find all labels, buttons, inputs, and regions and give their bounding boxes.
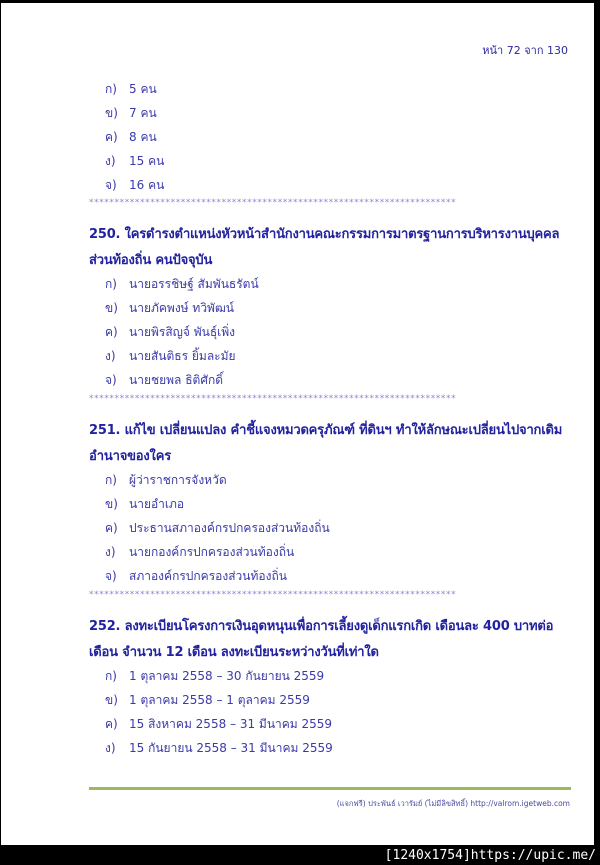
option-label: จ) bbox=[105, 373, 117, 387]
option-item bbox=[105, 104, 157, 123]
option-text: นายภัคพงษ์ ทวิพัฒน์ bbox=[129, 301, 235, 315]
option-label: ข) bbox=[105, 497, 118, 511]
option-label: จ) bbox=[105, 178, 117, 192]
document-page bbox=[1, 3, 594, 845]
option-item bbox=[105, 543, 294, 562]
option-item bbox=[105, 323, 235, 342]
option-item bbox=[105, 176, 164, 195]
option-item bbox=[105, 495, 184, 514]
question-line: ส่วนท้องถิ่น คนปัจจุบัน bbox=[89, 253, 213, 268]
option-text: 1 ตุลาคม 2558 – 1 ตุลาคม 2559 bbox=[129, 693, 310, 707]
option-text: นายสันติธร ยิ้มละมัย bbox=[129, 349, 236, 363]
option-text: ประธานสภาองค์กรปกครองส่วนท้องถิ่น bbox=[129, 521, 330, 535]
option-text: 8 คน bbox=[129, 130, 157, 144]
separator: ************************************************************************ bbox=[89, 198, 457, 208]
option-label: จ) bbox=[105, 569, 117, 583]
option-label: ก) bbox=[105, 473, 117, 487]
option-text: 16 คน bbox=[129, 178, 165, 192]
option-label: ก) bbox=[105, 669, 117, 683]
option-text: 15 กันยายน 2558 – 31 มีนาคม 2559 bbox=[129, 741, 333, 755]
option-text: นายอำเภอ bbox=[129, 497, 185, 511]
option-label: ค) bbox=[105, 521, 118, 535]
option-item bbox=[105, 152, 164, 171]
image-banner: [1240x1754]https://upic.me/ bbox=[384, 848, 596, 863]
option-label: ข) bbox=[105, 106, 118, 120]
option-item bbox=[105, 299, 234, 318]
question-line: เดือน จำนวน 12 เดือน ลงทะเบียนระหว่างวันที่เท่าใด bbox=[89, 645, 379, 660]
option-item bbox=[105, 275, 259, 294]
option-label: ง) bbox=[105, 154, 116, 168]
separator: ************************************************************************ bbox=[89, 394, 457, 404]
option-label: ข) bbox=[105, 693, 118, 707]
option-item bbox=[105, 347, 236, 366]
option-item bbox=[105, 667, 324, 686]
footer-rule bbox=[89, 787, 571, 790]
option-item bbox=[105, 80, 157, 99]
option-label: ข) bbox=[105, 301, 118, 315]
option-item bbox=[105, 128, 157, 147]
separator: ************************************************************************ bbox=[89, 590, 457, 600]
option-text: นายพิรสิญจ์ พันธุ์เพิ่ง bbox=[129, 325, 236, 339]
option-label: ค) bbox=[105, 130, 118, 144]
question-line: 250. ใครดำรงตำแหน่งหัวหน้าสำนักงานคณะกรรมการมาตรฐานการบริหารงานบุคคล bbox=[89, 227, 560, 242]
option-label: ค) bbox=[105, 717, 118, 731]
option-text: 15 สิงหาคม 2558 – 31 มีนาคม 2559 bbox=[129, 717, 333, 731]
option-text: 15 คน bbox=[129, 154, 165, 168]
option-item bbox=[105, 739, 333, 758]
option-item bbox=[105, 471, 227, 490]
option-label: ก) bbox=[105, 277, 117, 291]
footer-text: (แจกฟรี) ประพันธ์ เวารัมย์ (ไม่มีลิขสิทธิ์) http://valrom.igetweb.com bbox=[336, 799, 570, 808]
option-label: ง) bbox=[105, 349, 116, 363]
option-text: 7 คน bbox=[129, 106, 157, 120]
question-line: 252. ลงทะเบียนโครงการเงินอุดหนุนเพื่อการเลี้ยงดูเด็กแรกเกิด เดือนละ 400 บาทต่อ bbox=[89, 619, 554, 634]
page-indicator: หน้า 72 จาก 130 bbox=[482, 44, 568, 57]
question-line: อำนาจของใคร bbox=[89, 449, 171, 464]
option-label: ค) bbox=[105, 325, 118, 339]
option-text: ผู้ว่าราชการจังหวัด bbox=[129, 473, 227, 487]
option-item bbox=[105, 567, 287, 586]
option-text: นายชยพล ธิติศักดิ์ bbox=[129, 373, 224, 387]
option-label: ง) bbox=[105, 545, 116, 559]
option-item bbox=[105, 691, 310, 710]
option-text: นายกองค์กรปกครองส่วนท้องถิ่น bbox=[129, 545, 295, 559]
option-text: 1 ตุลาคม 2558 – 30 กันยายน 2559 bbox=[129, 669, 325, 683]
option-text: นายอรรชิษฐ์ สัมพันธรัตน์ bbox=[129, 277, 259, 291]
option-text: สภาองค์กรปกครองส่วนท้องถิ่น bbox=[129, 569, 287, 583]
option-item bbox=[105, 715, 332, 734]
option-item bbox=[105, 519, 330, 538]
option-label: ก) bbox=[105, 82, 117, 96]
option-text: 5 คน bbox=[129, 82, 157, 96]
option-item bbox=[105, 371, 223, 390]
question-line: 251. แก้ไข เปลี่ยนแปลง คำชี้แจงหมวดครุภัณฑ์ ที่ดินฯ ทำให้ลักษณะเปลี่ยนไปจากเดิม bbox=[89, 423, 563, 438]
option-label: ง) bbox=[105, 741, 116, 755]
